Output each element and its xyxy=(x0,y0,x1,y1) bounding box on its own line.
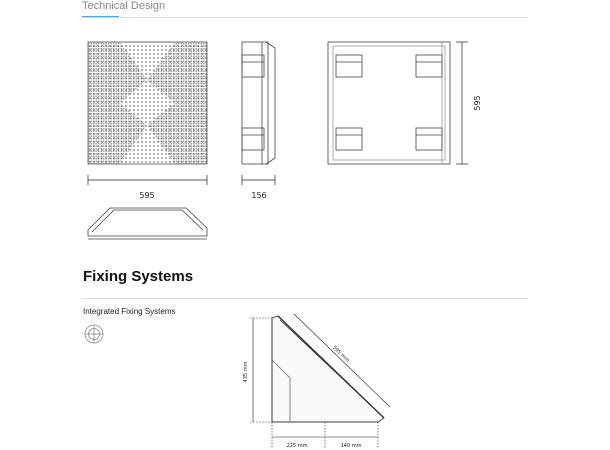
tab-technical-design[interactable]: Technical Design xyxy=(82,0,166,12)
front-width-dimension xyxy=(88,175,207,185)
section-title: Fixing Systems xyxy=(83,268,194,285)
back-view-panel xyxy=(328,42,450,164)
back-height-label: 595 xyxy=(473,95,482,111)
fixing-base-right-label: 140 mm xyxy=(340,443,362,449)
fixing-height-dimension xyxy=(250,318,272,422)
fixing-diagram xyxy=(272,316,384,422)
back-height-dimension xyxy=(456,42,468,164)
fixing-height-label: 435 mm xyxy=(243,361,249,383)
front-profile-view xyxy=(88,208,207,239)
section-subtitle: Integrated Fixing Systems xyxy=(83,307,176,316)
section-divider xyxy=(82,298,528,299)
side-depth-dimension xyxy=(242,175,275,185)
front-view-panel xyxy=(88,42,207,164)
fixing-diagonal-label: 595 mm xyxy=(331,344,351,364)
front-width-label: 595 xyxy=(139,191,155,200)
crosshair-icon xyxy=(85,325,103,343)
fixing-base-left-label: 225 mm xyxy=(286,443,308,449)
side-view-panel xyxy=(242,42,275,164)
side-depth-label: 156 xyxy=(251,191,267,200)
